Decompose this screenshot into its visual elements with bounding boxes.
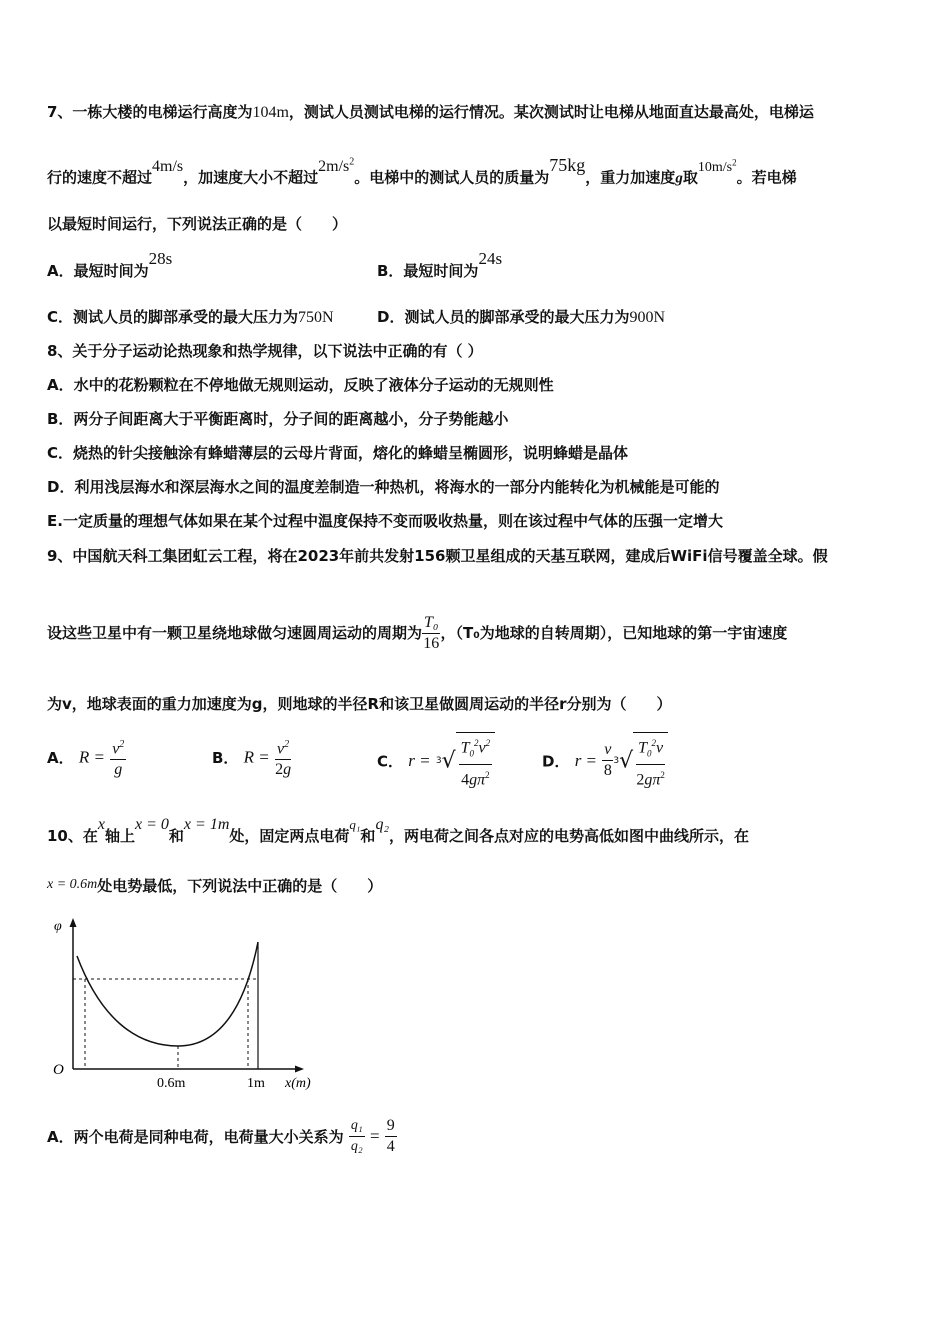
q9-option-b — [212, 735, 291, 780]
q9-option-d-label: D． — [542, 752, 570, 771]
potential-graph — [40, 912, 330, 1094]
x-axis-arrow — [295, 1066, 304, 1073]
q9-line3: 为v，地球表面的重力加速度为g，则地球的半径R和该卫星做圆周运动的半径r分别为（ ） — [47, 695, 672, 713]
q10-ratio-num: q₁ — [349, 1116, 365, 1137]
q7-option-a-label: A．最短时间为 — [47, 262, 149, 280]
q10-option-a-ratio — [349, 1116, 365, 1157]
q7-option-c — [47, 306, 334, 327]
q7-line3: 以最短时间运行，下列说法正确的是（ ） — [47, 215, 348, 233]
q10-ratio-den: q₂ — [350, 1139, 363, 1154]
q10-equals: = — [369, 1126, 380, 1146]
q10-option-a-label: A．两个电荷是同种电荷，电荷量大小关系为 — [47, 1128, 344, 1146]
q9-option-a-label: A． — [47, 749, 74, 768]
q9-option-c-frac: $\frac{T_0^2v^2}{4g\pi^2}$ — [459, 733, 493, 790]
q10-q2: q₂ — [375, 816, 389, 833]
q7-text: 7、一栋大楼的电梯运行高度为 — [47, 103, 253, 121]
q7-text: 行的速度不超过 — [47, 168, 153, 187]
q9-text: 设这些卫星中有一颗卫星绕地球做匀速圆周运动的周期为 — [47, 624, 423, 642]
q9-option-d-formula: r = — [574, 750, 598, 770]
q9-option-a-frac: $\frac{v^2}{g}$ — [110, 735, 126, 780]
q8-option-c: C．烧热的针尖接触涂有蜂蜡薄层的云母片背面，熔化的蜂蜡呈椭圆形，说明蜂蜡是晶体 — [47, 444, 629, 462]
y-axis-arrow — [70, 918, 77, 927]
x-axis-label: x(m) — [285, 1076, 311, 1091]
q10-text: 处电势最低，下列说法中正确的是（ ） — [97, 877, 383, 895]
q7-option-b-label: B．最短时间为 — [377, 262, 479, 280]
origin-label: O — [53, 1062, 64, 1078]
q10-text: 和 — [168, 827, 184, 845]
q10-q1: q₁ — [349, 817, 361, 832]
q7-g: g — [675, 170, 683, 187]
q9-option-c: C． r = 3√ $\frac{T_0^2v^2}{4g\pi^2}$ — [377, 732, 495, 790]
q8-option-a: A．水中的花粉颗粒在不停地做无规则运动，反映了液体分子运动的无规则性 — [47, 376, 554, 394]
q10-value-den: 4 — [386, 1138, 395, 1155]
q9-option-b-label: B． — [212, 749, 239, 768]
q10-x06: x = 0.6m — [47, 877, 98, 892]
q7-accel: $2m/s^2$ — [318, 156, 355, 175]
q9-option-a-formula: R = — [78, 747, 105, 767]
q10-text: 轴上 — [104, 827, 135, 845]
q7-text: 。电梯中的测试人员的质量为 — [354, 168, 550, 187]
q7-text: ，重力加速度 — [585, 168, 676, 187]
q9-line2 — [47, 610, 787, 656]
q7-text: ，测试人员测试电梯的运行情况。某次测试时让电梯从地面直达最高处，电梯运 — [288, 103, 814, 121]
q10-option-a-value — [385, 1116, 397, 1157]
q9-frac-num: T₀ — [422, 613, 440, 634]
q9-option-b-frac: $\frac{v^2}{2g}$ — [275, 735, 291, 780]
q9-option-a — [47, 735, 126, 780]
q7-option-d-label: D．测试人员的脚部承受的最大压力为 — [377, 308, 630, 326]
q7-height: 104m — [252, 104, 289, 121]
tick-label-0-6m: 0.6m — [157, 1076, 186, 1091]
q9-option-b-formula: R = — [243, 747, 270, 767]
q10-line1 — [47, 816, 750, 847]
q9-option-d-frac: $\frac{T_0^2v}{2g\pi^2}$ — [636, 733, 665, 790]
q10-line2 — [47, 876, 382, 898]
q9-option-c-formula: r = — [408, 750, 431, 770]
q8-stem: 8、关于分子运动论热现象和热学规律，以下说法中正确的有（ ） — [47, 342, 483, 360]
q10-x1: x = 1m — [183, 816, 230, 833]
q9-option-c-label: C． — [377, 752, 404, 771]
q7-option-b — [377, 249, 503, 281]
q8-option-e: E.一定质量的理想气体如果在某个过程中温度保持不变而吸收热量，则在该过程中气体的压强一定增大 — [47, 512, 723, 530]
q7-option-c-value: 750N — [298, 309, 334, 326]
q9-option-d: D． r = $\frac{v}{8}$ 3√ $\frac{T_0^2v}{2g\pi^2}$ — [542, 732, 668, 790]
q9-line1: 9、中国航天科工集团虹云工程，将在2023年前共发射156颗卫星组成的天基互联网，建成后WiFi信号覆盖全球。假 — [47, 547, 828, 565]
q7-line2 — [47, 154, 797, 190]
q7-option-d-value: 900N — [629, 309, 666, 326]
q7-mass: 75kg — [549, 154, 586, 175]
q8-option-d: D．利用浅层海水和深层海水之间的温度差制造一种热机，将海水的一部分内能转化为机械能是可能的 — [47, 478, 720, 496]
potential-curve — [77, 942, 258, 1046]
q10-value-num: 9 — [385, 1116, 397, 1137]
q9-period-fraction — [422, 613, 440, 654]
q7-accel-value: 2m/s — [318, 157, 350, 175]
q10-x: x — [97, 816, 105, 833]
q7-option-a — [47, 249, 173, 281]
q10-text: 和 — [360, 827, 376, 845]
q10-option-a — [47, 1116, 397, 1157]
y-axis-label: φ — [54, 919, 62, 934]
q7-option-d — [377, 306, 665, 327]
q10-x0: x = 0 — [135, 816, 169, 833]
q7-option-a-value: 28s — [148, 249, 173, 268]
q10-text: ，两电荷之间各点对应的电势高低如图中曲线所示，在 — [389, 827, 750, 845]
q7-speed: 4m/s — [152, 157, 184, 175]
q7-text: 。若电梯 — [736, 168, 797, 187]
q10-text: 10、在 — [47, 827, 98, 845]
q7-gval: $10m/s^2$ — [697, 157, 737, 175]
tick-label-1m: 1m — [247, 1076, 265, 1091]
q7-gval-value: 10m/s — [697, 159, 733, 175]
q7-option-b-value: 24s — [478, 249, 503, 268]
q7-option-c-label: C．测试人员的脚部承受的最大压力为 — [47, 308, 299, 326]
q7-text: ，加速度大小不超过 — [183, 168, 319, 187]
q7-text: 取 — [682, 168, 698, 187]
q9-frac-den: 16 — [423, 635, 440, 652]
q10-text: 处，固定两点电荷 — [229, 827, 350, 845]
q7-line1 — [47, 102, 814, 123]
q9-text: ，（T₀为地球的自转周期），已知地球的第一宇宙速度 — [440, 624, 788, 642]
q8-option-b: B．两分子间距离大于平衡距离时，分子间的距离越小，分子势能越小 — [47, 410, 509, 428]
